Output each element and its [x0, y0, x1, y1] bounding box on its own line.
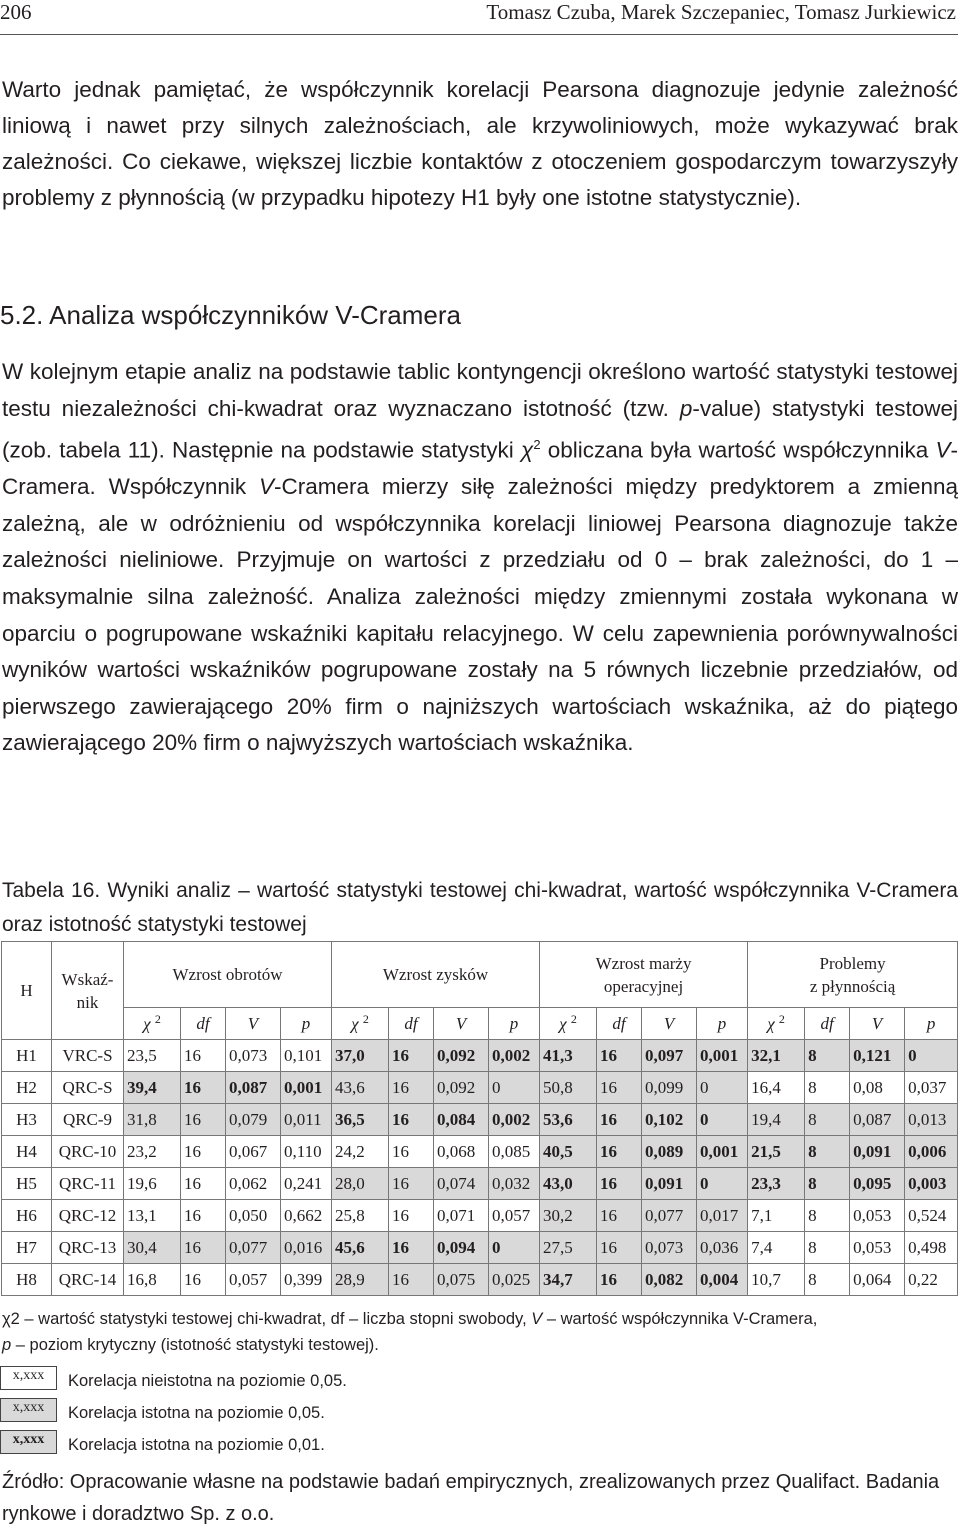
table-cell: 16	[181, 1168, 226, 1200]
table-cell: 0,22	[905, 1264, 958, 1296]
legend-label: Korelacja istotna na poziomie 0,05.	[68, 1404, 325, 1422]
subheader-df: df	[597, 1008, 642, 1040]
footnote-text: – wartość współczynnika V-Cramera,	[542, 1310, 818, 1328]
table-cell: 0,062	[226, 1168, 281, 1200]
table-cell: 16	[389, 1072, 434, 1104]
subheader-v: V	[642, 1008, 697, 1040]
subheader-chi: χ $^2$	[124, 1008, 181, 1040]
row-hypothesis: H2	[2, 1072, 52, 1104]
table-cell: 0,001	[281, 1072, 332, 1104]
table-cell: 0	[697, 1104, 748, 1136]
table-cell: 0,050	[226, 1200, 281, 1232]
table-cell: 8	[805, 1168, 850, 1200]
table-cell: 32,1	[748, 1040, 805, 1072]
table-cell: 0,053	[850, 1200, 905, 1232]
table-cell: 16	[597, 1264, 642, 1296]
table-cell: 0,013	[905, 1104, 958, 1136]
table-cell: 16	[181, 1200, 226, 1232]
subheader-p: p	[281, 1008, 332, 1040]
text-run-italic: V	[259, 474, 275, 500]
table-cell: 21,5	[748, 1136, 805, 1168]
table-cell: 0,110	[281, 1136, 332, 1168]
table-cell: 16	[181, 1232, 226, 1264]
row-hypothesis: H4	[2, 1136, 52, 1168]
table-cell: 0,095	[850, 1168, 905, 1200]
table-cell: 16	[597, 1168, 642, 1200]
row-hypothesis: H1	[2, 1040, 52, 1072]
table-cell: 23,5	[124, 1040, 181, 1072]
footnote-p: p	[2, 1336, 12, 1354]
header-group: Problemy z płynnością	[748, 942, 958, 1008]
table-cell: 0,662	[281, 1200, 332, 1232]
table-cell: 8	[805, 1040, 850, 1072]
table-row	[2, 1136, 958, 1168]
subheader-v: V	[850, 1008, 905, 1040]
table-cell: 0,089	[642, 1136, 697, 1168]
table-cell: 0,011	[281, 1104, 332, 1136]
subheader-p: p	[697, 1008, 748, 1040]
subheader-df: df	[805, 1008, 850, 1040]
superscript: 2	[533, 437, 541, 453]
header-indicator: Wskaź- nik	[52, 942, 124, 1040]
row-hypothesis: H7	[2, 1232, 52, 1264]
table-cell: 16	[181, 1040, 226, 1072]
legend-item	[0, 1430, 600, 1454]
table-cell: 8	[805, 1232, 850, 1264]
table-row	[2, 1104, 958, 1136]
row-hypothesis: H3	[2, 1104, 52, 1136]
section-heading: 5.2. Analiza współczynników V-Cramera	[0, 300, 461, 330]
table-cell: 16,4	[748, 1072, 805, 1104]
text-run: W kolejnym etapie analiz na podstawie tablic kontyngencji określono wartość statystyki testowej testu niezależności chi-kwadrat oraz wyznaczano istotność (tzw.	[2, 359, 958, 421]
table-cell: 41,3	[540, 1040, 597, 1072]
table-cell: 0,097	[642, 1040, 697, 1072]
table-cell: 0,082	[642, 1264, 697, 1296]
table-cell: 0,101	[281, 1040, 332, 1072]
table-cell: 16	[389, 1264, 434, 1296]
table-cell: 0,091	[850, 1136, 905, 1168]
table-cell: 0,068	[434, 1136, 489, 1168]
table-cell: 0,099	[642, 1072, 697, 1104]
table-row	[2, 1072, 958, 1104]
table-cell: 16	[597, 1104, 642, 1136]
table-cell: 53,6	[540, 1104, 597, 1136]
header-group: Wzrost marży operacyjnej	[540, 942, 748, 1008]
table-cell: 0,092	[434, 1040, 489, 1072]
row-indicator: VRC-S	[52, 1040, 124, 1072]
table-cell: 0,032	[489, 1168, 540, 1200]
table-cell: 27,5	[540, 1232, 597, 1264]
table-cell: 16	[389, 1136, 434, 1168]
table-cell: 19,4	[748, 1104, 805, 1136]
table-cell: 0,075	[434, 1264, 489, 1296]
table-cell: 0,079	[226, 1104, 281, 1136]
subheader-chi: χ $^2$	[748, 1008, 805, 1040]
table-cell: 0,091	[642, 1168, 697, 1200]
table-cell: 23,2	[124, 1136, 181, 1168]
footnote-text: χ2 – wartość statystyki testowej chi-kwadrat, df – liczba stopni swobody,	[2, 1310, 532, 1328]
paragraph-intro: Warto jednak pamiętać, że współczynnik korelacji Pearsona diagnozuje jedynie zależność liniową i nawet przy silnych zależnościach, ale krzywoliniowych, może wykazywać brak zależności. Co ciekawe, większej liczbie kontaktów z otoczeniem gospodarczym towarzyszyły problemy z płynnością (w przypadku hipotezy H1 były one istotne statystycznie).	[2, 77, 958, 210]
table-row	[2, 1200, 958, 1232]
table-cell: 0	[697, 1072, 748, 1104]
table-cell: 16	[389, 1168, 434, 1200]
table-cell: 23,3	[748, 1168, 805, 1200]
table-cell: 40,5	[540, 1136, 597, 1168]
table-cell: 0	[905, 1040, 958, 1072]
table-cell: 0,001	[697, 1136, 748, 1168]
table-cell: 30,2	[540, 1200, 597, 1232]
table-footnote	[2, 1306, 958, 1358]
table-cell: 16	[597, 1200, 642, 1232]
legend-swatch: x,xxx	[0, 1366, 57, 1390]
table-row	[2, 1264, 958, 1296]
table-cell: 16	[181, 1264, 226, 1296]
table-cell: 16	[597, 1072, 642, 1104]
row-indicator: QRC-S	[52, 1072, 124, 1104]
table-cell: 0,006	[905, 1136, 958, 1168]
table-cell: 7,4	[748, 1232, 805, 1264]
page-header	[0, 0, 958, 35]
table-cell: 16	[389, 1040, 434, 1072]
table-cell: 16	[597, 1232, 642, 1264]
table-cell: 0,121	[850, 1040, 905, 1072]
legend-label: Korelacja istotna na poziomie 0,01.	[68, 1436, 325, 1454]
table-cell: 16,8	[124, 1264, 181, 1296]
table-cell: 0,057	[489, 1200, 540, 1232]
footnote-v: V	[531, 1310, 543, 1328]
row-hypothesis: H8	[2, 1264, 52, 1296]
table-cell: 0,102	[642, 1104, 697, 1136]
table-cell: 0,067	[226, 1136, 281, 1168]
table-cell: 0,084	[434, 1104, 489, 1136]
row-indicator: QRC-14	[52, 1264, 124, 1296]
table-cell: 43,6	[332, 1072, 389, 1104]
table-cell: 25,8	[332, 1200, 389, 1232]
table-cell: 8	[805, 1072, 850, 1104]
table-cell: 16	[389, 1104, 434, 1136]
table-cell: 0	[489, 1072, 540, 1104]
table-cell: 0,053	[850, 1232, 905, 1264]
table-cell: 0,071	[434, 1200, 489, 1232]
table-cell: 19,6	[124, 1168, 181, 1200]
table-cell: 0,073	[642, 1232, 697, 1264]
table-cell: 8	[805, 1104, 850, 1136]
table-row	[2, 1232, 958, 1264]
table-cell: 0,057	[226, 1264, 281, 1296]
subheader-df: df	[389, 1008, 434, 1040]
text-run: -Cramera. Współczynnik	[2, 437, 958, 500]
row-indicator: QRC-11	[52, 1168, 124, 1200]
table-cell: 0,399	[281, 1264, 332, 1296]
table-cell: 0,087	[226, 1072, 281, 1104]
table-cell: 39,4	[124, 1072, 181, 1104]
table-cell: 8	[805, 1136, 850, 1168]
table-cell: 8	[805, 1264, 850, 1296]
table-cell: 0,524	[905, 1200, 958, 1232]
footnote-text: – poziom krytyczny (istotność statystyki testowej).	[11, 1336, 379, 1354]
legend-item	[0, 1366, 600, 1390]
table-cell: 10,7	[748, 1264, 805, 1296]
table-caption: Tabela 16. Wyniki analiz – wartość statystyki testowej chi-kwadrat, wartość współczynnika V-Cramera oraz istotność statystyki testowej	[2, 879, 958, 936]
table-cell: 0,016	[281, 1232, 332, 1264]
row-indicator: QRC-12	[52, 1200, 124, 1232]
table-cell: 31,8	[124, 1104, 181, 1136]
table-cell: 0,077	[226, 1232, 281, 1264]
table-cell: 0,087	[850, 1104, 905, 1136]
table-cell: 8	[805, 1200, 850, 1232]
subheader-v: V	[434, 1008, 489, 1040]
table-cell: 0,073	[226, 1040, 281, 1072]
subheader-chi: χ $^2$	[332, 1008, 389, 1040]
table-cell: 7,1	[748, 1200, 805, 1232]
subheader-p: p	[489, 1008, 540, 1040]
header-h: H	[2, 942, 52, 1040]
table-cell: 36,5	[332, 1104, 389, 1136]
table-cell: 0,241	[281, 1168, 332, 1200]
table-cell: 28,0	[332, 1168, 389, 1200]
table-cell: 16	[597, 1136, 642, 1168]
table-cell: 0,064	[850, 1264, 905, 1296]
table-cell: 0,08	[850, 1072, 905, 1104]
table-cell: 0,498	[905, 1232, 958, 1264]
table-cell: 0,085	[489, 1136, 540, 1168]
table-cell: 16	[389, 1200, 434, 1232]
table-cell: 0,017	[697, 1200, 748, 1232]
row-indicator: QRC-10	[52, 1136, 124, 1168]
row-hypothesis: H6	[2, 1200, 52, 1232]
table-row	[2, 1040, 958, 1072]
subheader-df: df	[181, 1008, 226, 1040]
subheader-v: V	[226, 1008, 281, 1040]
table-cell: 0,094	[434, 1232, 489, 1264]
subheader-p: p	[905, 1008, 958, 1040]
table-cell: 0	[489, 1232, 540, 1264]
table-cell: 0,092	[434, 1072, 489, 1104]
legend-swatch: x,xxx	[0, 1430, 57, 1454]
legend-swatch: x,xxx	[0, 1398, 57, 1422]
text-run-italic: V	[935, 437, 951, 463]
paragraph-cramer	[2, 354, 958, 762]
page-number: 206	[0, 0, 32, 24]
header-group: Wzrost obrotów	[124, 942, 332, 1008]
table-cell: 50,8	[540, 1072, 597, 1104]
table-cell: 0	[697, 1168, 748, 1200]
table-cell: 30,4	[124, 1232, 181, 1264]
header-group: Wzrost zysków	[332, 942, 540, 1008]
table-cell: 16	[389, 1232, 434, 1264]
table-cell: 0,037	[905, 1072, 958, 1104]
table-cell: 16	[597, 1040, 642, 1072]
table-cell: 16	[181, 1104, 226, 1136]
running-title: Tomasz Czuba, Marek Szczepaniec, Tomasz Jurkiewicz	[486, 0, 956, 24]
results-table	[1, 941, 958, 1296]
table-row	[2, 1168, 958, 1200]
legend-label: Korelacja nieistotna na poziomie 0,05.	[68, 1372, 347, 1390]
chi-symbol: χ	[521, 437, 534, 463]
table-cell: 0,074	[434, 1168, 489, 1200]
table-cell: 34,7	[540, 1264, 597, 1296]
table-cell: 24,2	[332, 1136, 389, 1168]
table-cell: 37,0	[332, 1040, 389, 1072]
row-indicator: QRC-13	[52, 1232, 124, 1264]
subheader-chi: χ $^2$	[540, 1008, 597, 1040]
table-cell: 13,1	[124, 1200, 181, 1232]
text-run: -value) statystyki testowej (zob. tabela 11). Następnie na podstawie statystyki	[2, 395, 958, 463]
table-cell: 0,025	[489, 1264, 540, 1296]
table-cell: 0,001	[697, 1040, 748, 1072]
text-run-italic: p	[679, 395, 693, 421]
table-cell: 45,6	[332, 1232, 389, 1264]
table-cell: 0,036	[697, 1232, 748, 1264]
legend-item	[0, 1398, 600, 1422]
table-cell: 0,004	[697, 1264, 748, 1296]
table-cell: 16	[181, 1072, 226, 1104]
table-cell: 0,077	[642, 1200, 697, 1232]
table-cell: 0,002	[489, 1104, 540, 1136]
row-indicator: QRC-9	[52, 1104, 124, 1136]
table-cell: 16	[181, 1136, 226, 1168]
text-run: obliczana była wartość współczynnika	[540, 437, 936, 463]
row-hypothesis: H5	[2, 1168, 52, 1200]
table-cell: 0,002	[489, 1040, 540, 1072]
table-cell: 28,9	[332, 1264, 389, 1296]
table-cell: 43,0	[540, 1168, 597, 1200]
table-cell: 0,003	[905, 1168, 958, 1200]
text-run: -Cramera mierzy siłę zależności między predyktorem a zmienną zależną, ale w odróżnieniu od współczynnika korelacji liniowej Pearsona diagnozuje także zależności nieliniowe. Przyjmuje on wartości z przedziału od 0 – brak zależności, do 1 – maksymalnie silna zależność. Analiza zależności między zmiennymi została wykonana w oparciu o pogrupowane wskaźniki kapitału relacyjnego. W celu zapewnienia porównywalności wyników wartości wskaźników pogrupowane zostały na 5 równych liczebnie przedziałów, od pierwszego zawierającego 20% firm o najniższych wartościach wskaźnika, aż do piątego zawierającego 20% firm o najwyższych wartościach wskaźnika.	[2, 474, 959, 756]
source-note: Źródło: Opracowanie własne na podstawie badań empirycznych, zrealizowanych przez Qualifact. Badania rynkowe i doradztwo Sp. z o.o.	[2, 1471, 940, 1525]
